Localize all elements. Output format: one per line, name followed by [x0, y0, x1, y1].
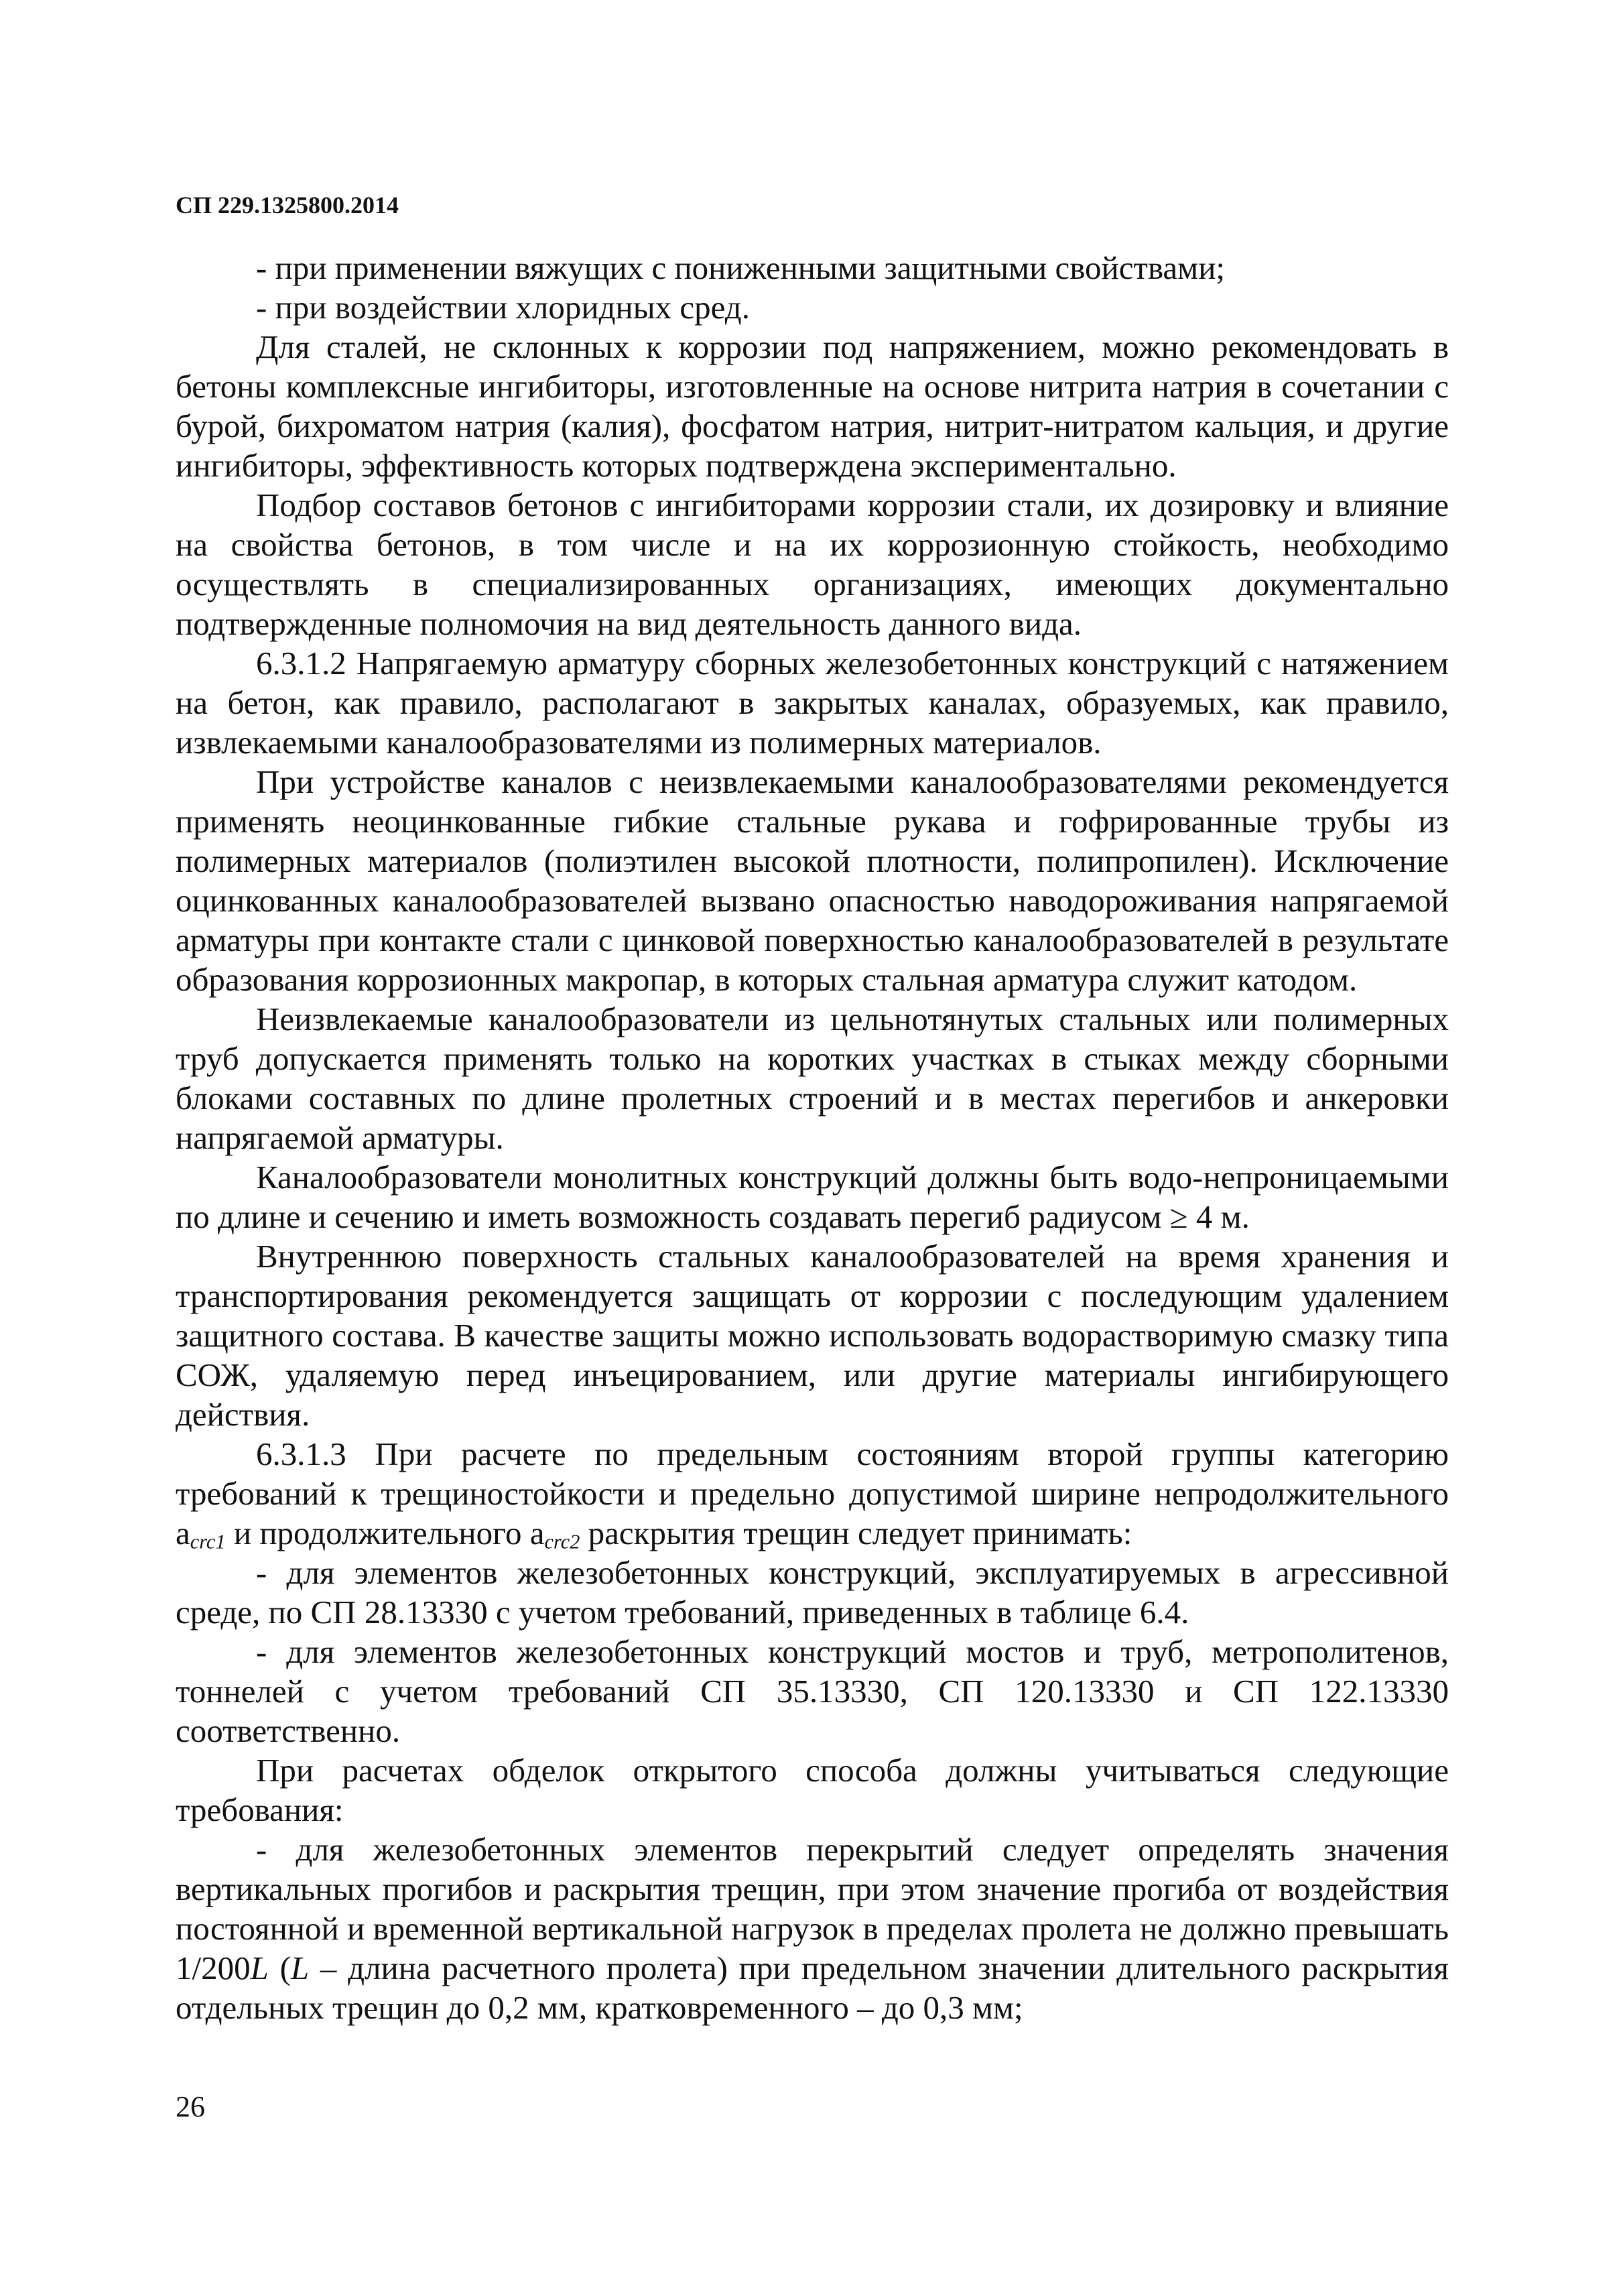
- paragraph-bullet-chlorides: - при воздействии хлоридных сред.: [256, 289, 750, 326]
- paragraph-inner-surface: Внутреннюю поверхность стальных каналообразователей на время хранения и транспортирования рекомендуется защищать от коррозии с последующим удалением защитного состава. В качестве защиты можно использовать водорастворимую смазку типа СОЖ, удаляемую перед инъецированием, или другие материалы ингибирующего действия.: [176, 1238, 1449, 1433]
- page-number: 26: [176, 2090, 205, 2123]
- text-span: раскрытия трещин следует принимать:: [580, 1515, 1132, 1551]
- text-span: (: [268, 1950, 291, 1986]
- paragraph-6-3-1-3: [176, 1434, 1449, 1553]
- paragraph-channels: При устройстве каналов с неизвлекаемыми каналообразователями рекомендуется применять неоцинкованные гибкие стальные рукава и гофрированные трубы из полимерных материалов (полиэтилен высокой плотности, полипропилен). Исключение оцинкованных каналообразователей вызвано опасностью наводороживания напрягаемой арматуры при контакте стали с цинковой поверхностью каналообразователей в результате образования коррозионных макропар, в которых стальная арматура служит катодом.: [176, 763, 1449, 998]
- text-span: 6.3.1.3 При расчете по предельным состояниям второй группы категорию требований к трещиностойкости и предельно допустимой ширине непродолжительного a: [176, 1436, 1449, 1551]
- paragraph-concrete-selection: Подбор составов бетонов с ингибиторами коррозии стали, их дозировку и влияние на свойства бетонов, в том числе и на их коррозионную стойкость, необходимо осуществлять в специализированных организациях, имеющих документально подтвержденные полномочия на вид деятельность данного вида.: [176, 487, 1449, 642]
- italic-l: L: [290, 1950, 310, 1986]
- subscript-crc1: crc1: [190, 1530, 226, 1553]
- paragraph-open-method: При расчетах обделок открытого способа должны учитываться следующие требования:: [176, 1752, 1449, 1828]
- paragraph-bullet-aggressive: - для элементов железобетонных конструкций, эксплуатируемых в агрессивной среде, по СП 28.13330 с учетом требований, приведенных в таблице 6.4.: [176, 1554, 1449, 1631]
- paragraph-6-3-1-2: 6.3.1.2 Напрягаемую арматуру сборных железобетонных конструкций с натяжением на бетон, как правило, располагают в закрытых каналах, образуемых, как правило, извлекаемыми каналообразователями из полимерных материалов.: [176, 645, 1449, 761]
- document-code-header: СП 229.1325800.2014: [176, 192, 399, 218]
- text-span: - для железобетонных элементов перекрытий следует определять значения вертикальных прогибов и раскрытия трещин, при этом значение прогиба от воздействия постоянной и временной вертикальной нагрузок в пределах пролета не должно превышать 1/200: [176, 1831, 1449, 1986]
- body-text: [176, 248, 1449, 2027]
- italic-l: L: [250, 1950, 269, 1986]
- paragraph-bullet-bridges: - для элементов железобетонных конструкций мостов и труб, метрополитенов, тоннелей с учетом требований СП 35.13330, СП 120.13330 и СП 122.13330 соответственно.: [176, 1633, 1449, 1749]
- paragraph-inhibitors: Для сталей, не склонных к коррозии под напряжением, можно рекомендовать в бетоны комплексные ингибиторы, изготовленные на основе нитрита натрия в сочетании с бурой, бихроматом натрия (калия), фосфатом натрия, нитрит-нитратом кальция, и другие ингибиторы, эффективность которых подтверждена экспериментально.: [176, 328, 1449, 484]
- text-span: – длина расчетного пролета) при предельном значении длительного раскрытия отдельных трещин до 0,2 мм, кратковременного – до 0,3 мм;: [176, 1950, 1449, 2026]
- paragraph-non-removable-ducts: Неизвлекаемые каналообразователи из цельнотянутых стальных или полимерных труб допускается применять только на коротких участках в стыках между сборными блоками составных по длине пролетных строений и в местах перегибов и анкеровки напрягаемой арматуры.: [176, 1001, 1449, 1156]
- text-span: и продолжительного a: [225, 1515, 545, 1551]
- paragraph-bullet-binders: - при применении вяжущих с пониженными защитными свойствами;: [256, 249, 1226, 286]
- subscript-crc2: crc2: [544, 1530, 580, 1553]
- paragraph-monolithic-ducts: Каналообразователи монолитных конструкций должны быть водо-непроницаемыми по длине и сечению и иметь возможность создавать перегиб радиусом ≥ 4 м.: [176, 1159, 1449, 1235]
- paragraph-bullet-deflection: [176, 1830, 1449, 2027]
